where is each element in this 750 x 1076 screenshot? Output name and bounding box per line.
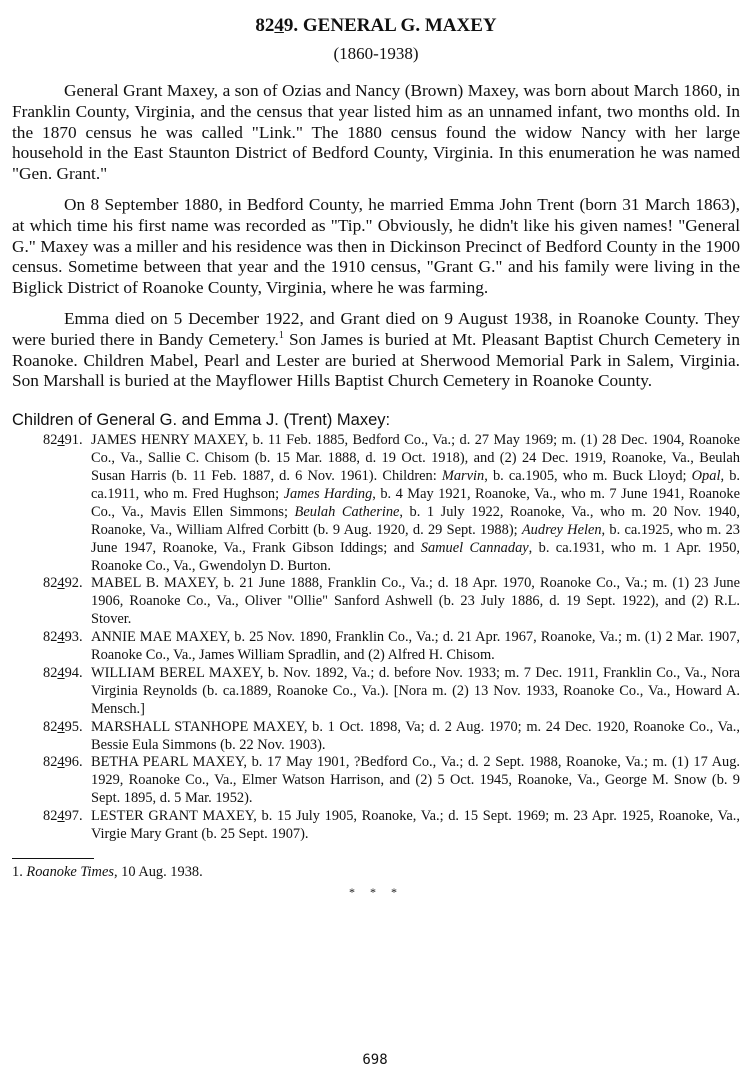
grandchild-name: James Harding <box>283 485 373 502</box>
child-entry <box>12 575 740 629</box>
document-page <box>12 14 740 900</box>
grandchild-name: Audrey Helen <box>521 521 602 538</box>
child-number: 82495. <box>43 718 83 735</box>
footnote <box>12 863 740 881</box>
child-entry <box>12 808 740 844</box>
child-number: 82494. <box>43 664 83 681</box>
paragraph-3 <box>12 309 740 392</box>
paragraph-3-text: Son James is buried at Mt. Pleasant Baptist Church Cemetery in Roanoke. Children Mabel, Pearl and Lester are buried at Sherwood Memorial Park in Salem, Virginia. Son Marshall is buried at the Mayflower Hills Baptist Church Cemetery in Roanoke County. <box>12 329 740 391</box>
grandchild-name: Opal <box>691 467 721 484</box>
page-title <box>12 14 740 38</box>
page-number: 698 <box>362 1052 388 1068</box>
child-text: MARSHALL STANHOPE MAXEY, b. 1 Oct. 1898, Va; d. 2 Aug. 1970; m. 24 Dec. 1920, Roanoke Co., Va., Bessie Eula Simmons (b. 22 Nov. 1903). <box>91 718 740 753</box>
grandchild-name: Samuel Cannaday <box>420 539 529 556</box>
title-number-underlined: 4 <box>274 15 284 36</box>
child-number: 82497. <box>43 808 83 825</box>
child-text: MABEL B. MAXEY, b. 21 June 1888, Franklin Co., Va.; d. 18 Apr. 1970, Roanoke Co., Va.; m. (1) 23 June 1906, Roanoke Co., Va., Oliver "Ollie" Sanford Ashwell (b. 23 July 1886, d. 19 Sept. 1922), and (2) R.L. Stover. <box>91 575 740 628</box>
footnote-ref: 1 <box>278 330 284 341</box>
title-number-part: 82 <box>255 15 275 36</box>
child-entry: 82491. JAMES HENRY MAXEY, b. 11 Feb. 1885, Bedford Co., Va.; d. 27 May 1969; m. (1) 28 Dec. 1904, Roanoke Co., Va., Sallie C. Chisom (b. 15 Mar. 1888, d. 19 Oct. 1918), and (2) 24 Dec. 1919, Roanoke, Va., Beulah Susan Harris (b. 11 Feb. 1887, d. 6 Nov. 1961). Children: Marvin, b. ca.1905, who m. Buck Lloyd; Opal, b. ca.1911, who m. Fred Hughson; James Harding, b. 4 May 1921, Roanoke, Va., who m. 7 June 1941, Roanoke Co., Va., Mavis Ellen Simmons; Beulah Catherine, b. 1 July 1922, Roanoke, Va., who m. 20 Nov. 1940, Roanoke, Va., William Alfred Corbitt (b. 9 Aug. 1920, d. 29 Sept. 1988); Audrey Helen, b. ca.1925, who m. 23 June 1947, Roanoke, Va., Frank Gibson Iddings; and Samuel Cannaday, b. ca.1931, who m. 1 Apr. 1950, Roanoke Co., Va., Gwendolyn D. Burton. <box>43 432 740 574</box>
title-name: GENERAL G. MAXEY <box>302 15 497 36</box>
child-entry <box>12 719 740 755</box>
child-entry <box>12 629 740 665</box>
children-list <box>12 432 740 844</box>
section-separator: * * * <box>349 885 403 899</box>
child-text: BETHA PEARL MAXEY, b. 17 May 1901, ?Bedford Co., Va.; d. 2 Sept. 1988, Roanoke, Va.; m. (1) 17 Aug. 1929, Roanoke Co., Va., Elmer Watson Harrison, and (2) 5 Oct. 1945, Roanoke, Va., George M. Snow (b. 9 Sept. 1895, d. 5 Mar. 1952). <box>91 754 740 807</box>
child-text: ANNIE MAE MAXEY, b. 25 Nov. 1890, Franklin Co., Va.; d. 21 Apr. 1967, Roanoke, Va.; m. (1) 2 Mar. 1907, Roanoke Co., Va., James William Spradlin, and (2) Alfred H. Chisom. <box>91 629 740 664</box>
footnote-divider <box>12 858 94 859</box>
title-number-part: 9. <box>283 15 299 36</box>
child-text: WILLIAM BEREL MAXEY, b. Nov. 1892, Va.; d. before Nov. 1933; m. 7 Dec. 1911, Franklin Co., Va., Nora Virginia Reynolds (b. ca.1889, Roanoke Co., Va.). [Nora m. (2) 13 Nov. 1933, Roanoke Co., Va., Howard A. Mensch.] <box>91 664 740 717</box>
paragraph-3-text: Emma died on 5 December 1922, and Grant died on 9 August 1938, in Roanoke County. They were buried there in Bandy Cemetery. <box>12 308 740 349</box>
child-text: LESTER GRANT MAXEY, b. 15 July 1905, Roanoke, Va.; d. 15 Sept. 1969; m. 23 Apr. 1925, Roanoke, Va., Virgie Mary Grant (b. 25 Sept. 1907). <box>91 808 740 843</box>
child-number: 82492. <box>43 575 83 592</box>
life-dates: (1860-1938) <box>333 44 419 63</box>
child-text: JAMES HENRY MAXEY, b. 11 Feb. 1885, Bedford Co., Va.; d. 27 May 1969; m. (1) 28 Dec. 1904, Roanoke Co., Va., Sallie C. Chisom (b. 15 Mar. 1888, d. 19 Oct. 1918), and (2) 24 Dec. 1919, Roanoke, Va., Beulah Susan Harris (b. 11 Feb. 1887, d. 6 Nov. 1961). Children: <box>91 432 740 484</box>
child-number: 82491. <box>43 432 83 449</box>
child-entry <box>12 665 740 719</box>
child-number: 82493. <box>43 629 83 646</box>
grandchild-name: Marvin <box>441 467 485 484</box>
child-number: 82496. <box>43 754 83 771</box>
footnote-number: 1. <box>12 864 23 880</box>
footnote-text: , 10 Aug. 1938. <box>113 864 203 880</box>
grandchild-name: Beulah Catherine <box>294 503 400 520</box>
footnote-source: Roanoke Times <box>26 864 114 880</box>
paragraph-2: On 8 September 1880, in Bedford County, he married Emma John Trent (born 31 March 1863), at which time his first name was recorded as "Tip." Obviously, he didn't like his given names! "General G." Maxey was a miller and his residence was then in Dickinson Precinct of Bedford County in the 1900 census. Sometime between that year and the 1910 census, "Grant G." and his family were living in the Biglick District of Roanoke County, Virginia, where he was farming. <box>12 194 740 298</box>
paragraph-1: General Grant Maxey, a son of Ozias and Nancy (Brown) Maxey, was born about March 1860, in Franklin County, Virginia, and the census that year listed him as an unnamed infant, two months old. In the 1870 census he was called "Link." The 1880 census found the widow Nancy with her large household in the East Staunton District of Bedford County, Virginia. In this enumeration he was named "Gen. Grant." <box>12 81 740 184</box>
children-heading: Children of General G. and Emma J. (Trent) Maxey: <box>12 411 391 430</box>
child-entry <box>12 754 740 808</box>
